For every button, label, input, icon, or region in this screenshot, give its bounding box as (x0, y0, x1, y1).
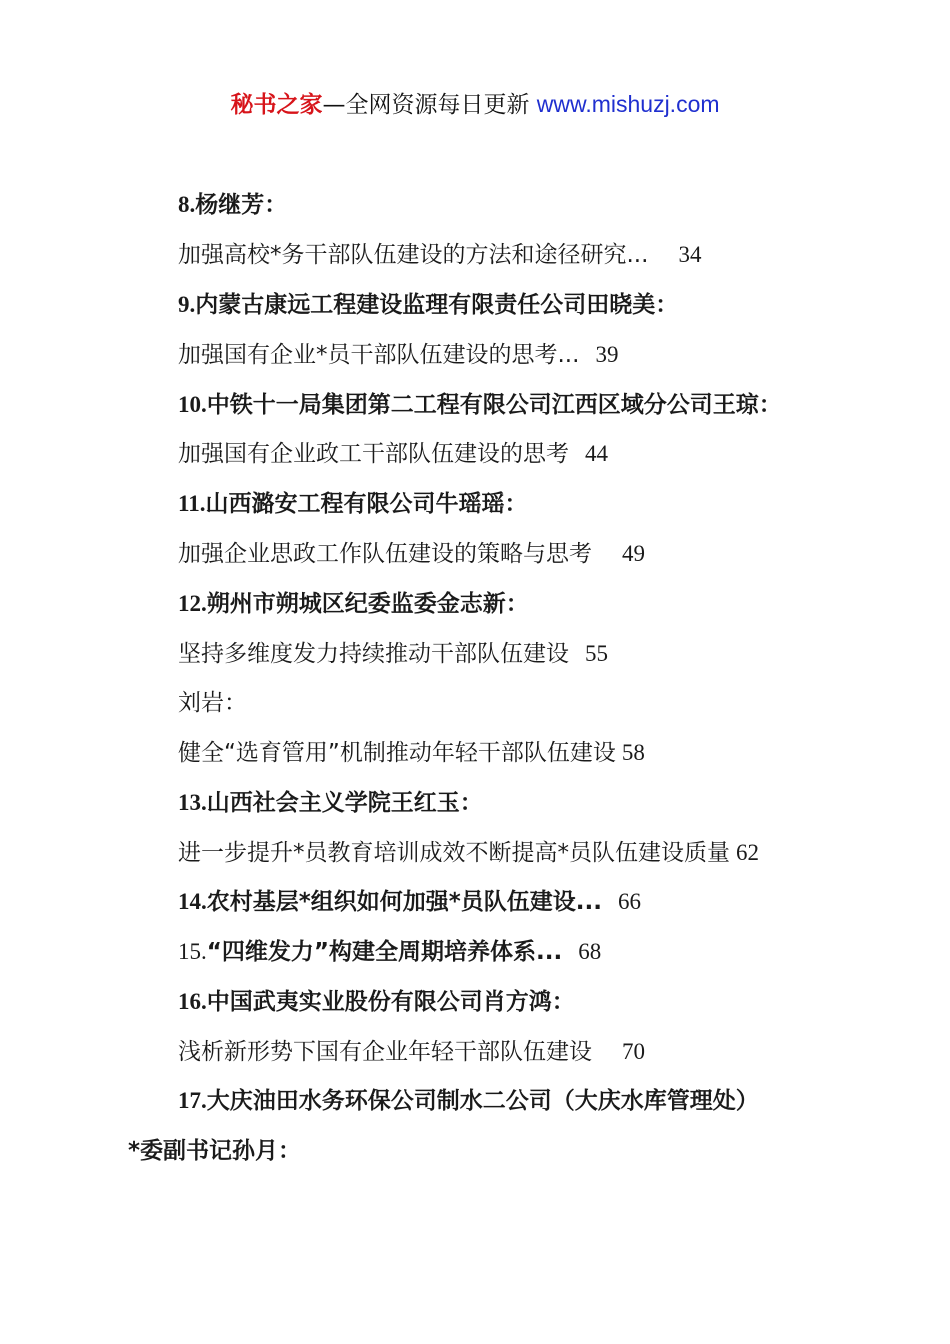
entry-author: 山西社会主义学院王红玉： (206, 790, 483, 816)
entry-title: “四维发力”构建全周期培养体系... (206, 939, 563, 965)
entry-title: 加强高校*务干部队伍建设的方法和途径研究... (178, 242, 649, 268)
entry-number: 10. (178, 392, 207, 417)
entry-number: 17. (178, 1088, 207, 1113)
toc-title-line[interactable] (178, 1035, 645, 1069)
toc-author-line (178, 388, 782, 422)
toc-author-line (178, 288, 678, 322)
entry-title: 坚持多维度发力持续推动干部队伍建设 (178, 641, 569, 667)
entry-page-number: 39 (595, 342, 619, 367)
entry-title: 农村基层*组织如何加强*员队伍建设... (206, 889, 603, 915)
entry-number: 8. (178, 192, 196, 217)
entry-author: 刘岩： (178, 690, 247, 716)
header-tagline: —全网资源每日更新 (322, 92, 530, 118)
entry-author-continued: *委副书记孙月： (128, 1138, 302, 1164)
entry-number: 14. (178, 889, 207, 914)
entry-number: 16. (178, 989, 207, 1014)
toc-author-line (178, 487, 527, 521)
toc-author-line (178, 686, 247, 720)
toc-author-line-continued (128, 1134, 301, 1168)
site-url-link[interactable]: www.mishuzj.com (536, 91, 720, 117)
entry-author: 大庆油田水务环保公司制水二公司（大庆水库管理处） (206, 1088, 759, 1114)
toc-title-line[interactable] (178, 338, 618, 372)
toc-title-line[interactable] (178, 537, 645, 571)
toc-title-line[interactable] (178, 836, 759, 870)
entry-number: 12. (178, 591, 207, 616)
toc-title-line[interactable] (178, 238, 701, 272)
toc-title-line[interactable] (178, 437, 608, 471)
entry-author: 山西潞安工程有限公司牛瑶瑶： (205, 491, 528, 517)
entry-author: 内蒙古康远工程建设监理有限责任公司田晓美： (195, 292, 679, 318)
entry-title: 健全“选育管用”机制推动年轻干部队伍建设 (178, 740, 616, 766)
entry-page-number: 62 (736, 840, 759, 865)
entry-page-number: 58 (621, 740, 645, 765)
toc-author-line (178, 786, 483, 820)
entry-page-number: 49 (622, 541, 645, 566)
entry-title: 加强国有企业政工干部队伍建设的思考 (178, 441, 569, 467)
site-header (0, 86, 950, 123)
entry-page-number: 68 (578, 939, 602, 964)
toc-title-line[interactable] (178, 885, 641, 919)
entry-title: 浅析新形势下国有企业年轻干部队伍建设 (178, 1039, 592, 1065)
entry-page-number: 70 (622, 1039, 645, 1064)
entry-author: 中国武夷实业股份有限公司肖方鸿： (206, 989, 575, 1015)
entry-page-number: 44 (585, 441, 608, 466)
entry-number: 15. (178, 939, 207, 964)
entry-page-number: 66 (618, 889, 642, 914)
entry-author: 朔州市朔城区纪委监委金志新： (206, 591, 529, 617)
brand-name: 秘书之家 (230, 92, 323, 118)
entry-number: 11. (178, 491, 206, 516)
entry-page-number: 34 (678, 242, 702, 267)
toc-title-line[interactable] (178, 736, 645, 770)
toc-author-line (178, 587, 529, 621)
entry-number: 13. (178, 790, 207, 815)
entry-page-number: 55 (585, 641, 608, 666)
toc-author-line (178, 188, 287, 222)
entry-number: 9. (178, 292, 196, 317)
entry-author: 中铁十一局集团第二工程有限公司江西区域分公司王琼： (206, 392, 782, 418)
entry-title: 加强企业思政工作队伍建设的策略与思考 (178, 541, 592, 567)
entry-title: 加强国有企业*员干部队伍建设的思考... (178, 342, 580, 368)
entry-author: 杨继芳： (195, 192, 288, 218)
toc-title-line[interactable] (178, 935, 601, 969)
entry-title: 进一步提升*员教育培训成效不断提高*员队伍建设质量 (178, 840, 730, 866)
toc-author-line (178, 985, 575, 1019)
toc-author-line (178, 1084, 759, 1118)
toc-title-line[interactable] (178, 637, 608, 671)
